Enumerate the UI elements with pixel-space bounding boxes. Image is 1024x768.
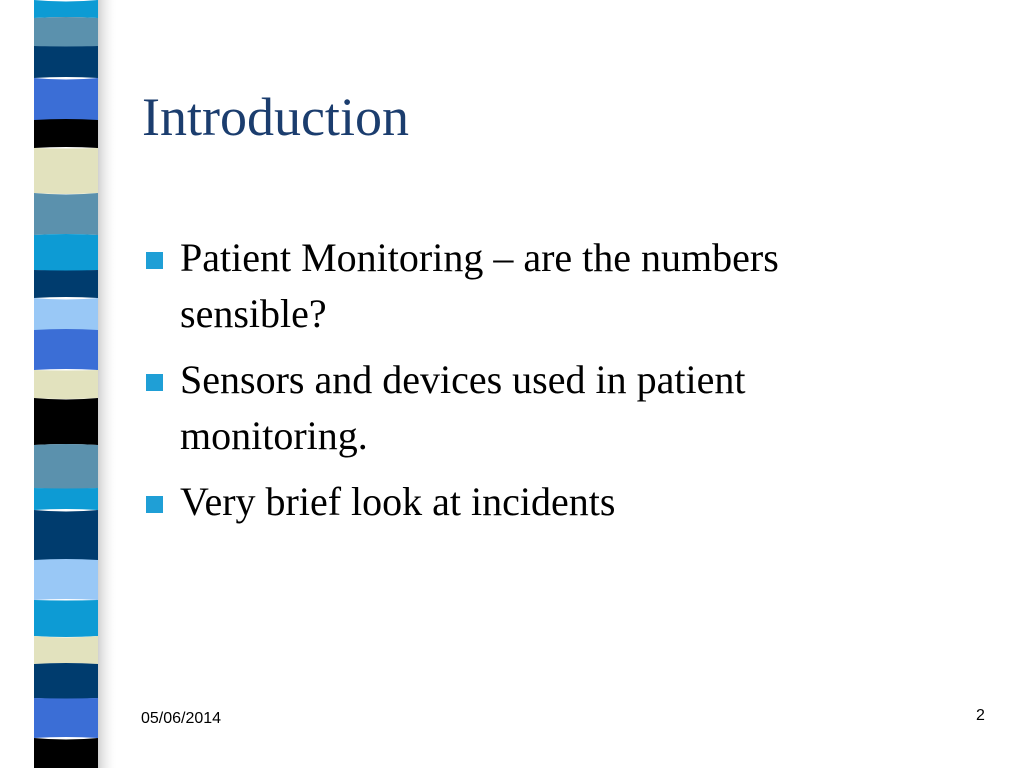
bullet-text: Sensors and devices used in patient monitoring. — [180, 357, 746, 458]
strip-band — [34, 17, 98, 47]
strip-band — [34, 636, 98, 664]
bullet-item — [142, 474, 892, 530]
bullet-item — [142, 352, 892, 464]
strip-band — [34, 329, 98, 370]
bullet-text: Very brief look at incidents — [180, 479, 616, 524]
strip-band — [34, 559, 98, 600]
strip-band — [34, 738, 98, 768]
strip-band — [34, 119, 98, 148]
strip-band — [34, 0, 98, 18]
strip-band — [34, 370, 98, 399]
strip-band — [34, 148, 98, 194]
strip-band — [34, 46, 98, 78]
decorative-side-strip — [0, 0, 130, 768]
strip-band — [34, 488, 98, 510]
bullet-item — [142, 230, 892, 342]
footer-date: 05/06/2014 — [141, 710, 222, 727]
strip-band — [34, 698, 98, 738]
slide-title: Introduction — [142, 87, 409, 147]
page-number: 2 — [976, 707, 985, 724]
strip-band — [34, 298, 98, 331]
square-bullet-icon — [146, 496, 163, 513]
strip-band — [34, 234, 98, 271]
strip-band — [34, 78, 98, 121]
square-bullet-icon — [146, 374, 163, 391]
strip-band — [34, 663, 98, 699]
strip-band — [34, 600, 98, 637]
bullet-text: Patient Monitoring – are the numbers sensible? — [180, 235, 779, 336]
strip-band — [34, 193, 98, 235]
strip-band — [34, 510, 98, 561]
strip-band — [34, 398, 98, 445]
strip-band — [34, 444, 98, 489]
bullet-list — [142, 230, 892, 540]
strip-band — [34, 270, 98, 298]
square-bullet-icon — [146, 252, 163, 269]
